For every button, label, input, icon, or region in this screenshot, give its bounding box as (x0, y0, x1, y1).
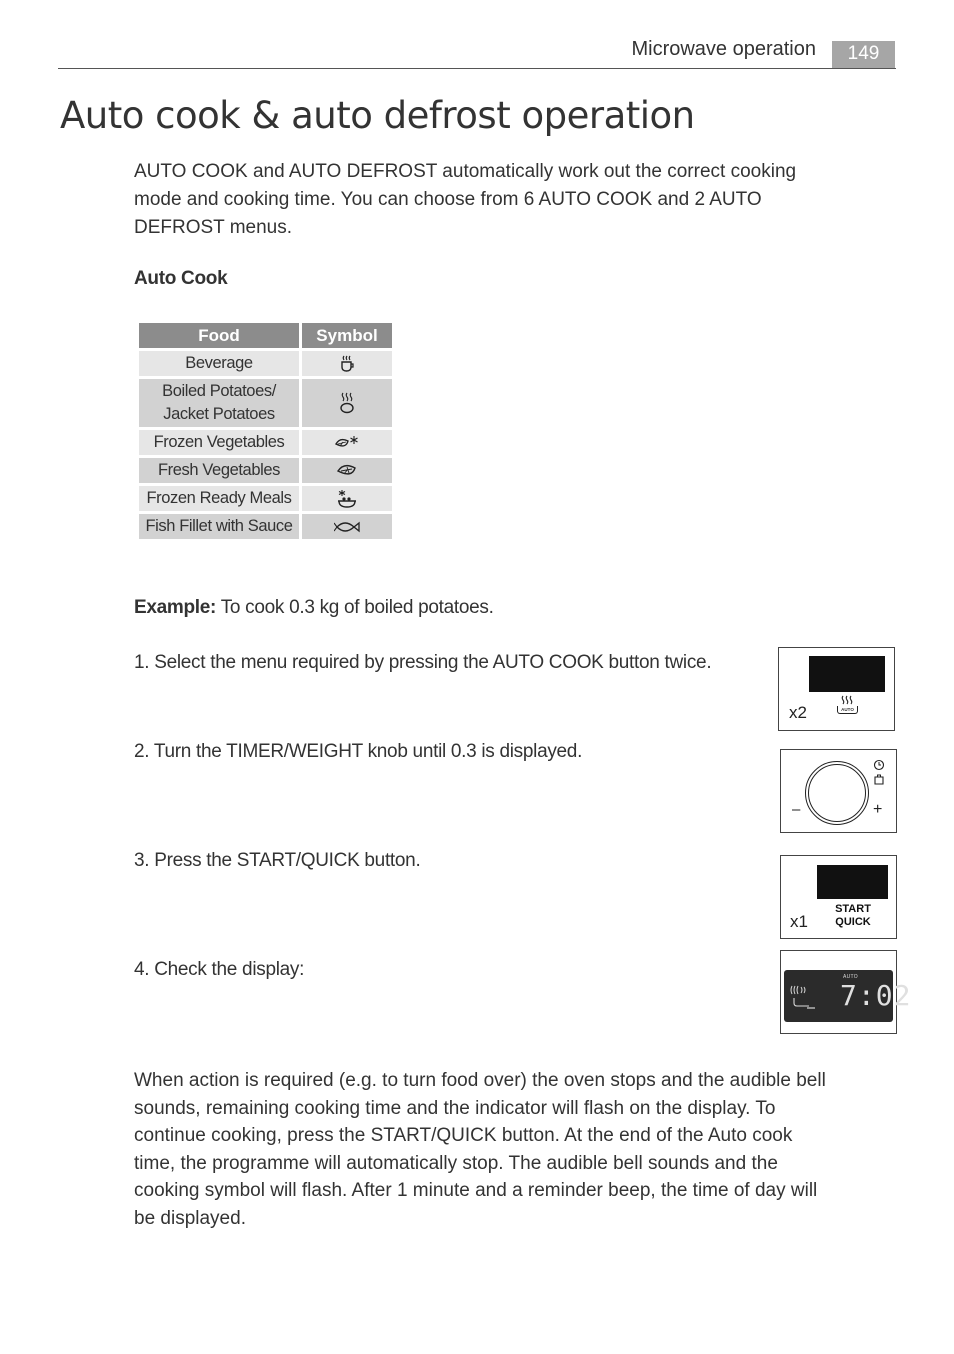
display-auto-indicator: AUTO (843, 974, 858, 980)
microwave-cooking-icon (789, 982, 819, 1012)
page-number: 149 (832, 41, 895, 68)
food-cell: Fresh Vegetables (139, 458, 299, 483)
header-section-title: Microwave operation (631, 38, 816, 60)
knob-inner-ring (808, 764, 866, 822)
example-line (134, 597, 494, 619)
page-title: Auto cook & auto defrost operation (60, 94, 695, 137)
table-row (139, 486, 392, 511)
symbol-cell (302, 514, 392, 539)
press-count: x1 (790, 912, 808, 931)
example-label: Example: (134, 597, 217, 618)
auto-cook-heading: Auto Cook (134, 268, 228, 289)
fresh-vegetables-icon (336, 462, 358, 480)
food-cell: Fish Fillet with Sauce (139, 514, 299, 539)
press-count: x2 (789, 703, 807, 722)
timer-weight-knob[interactable] (805, 761, 869, 825)
food-cell: Frozen Vegetables (139, 430, 299, 455)
start-quick-button[interactable] (831, 903, 875, 929)
food-cell: Beverage (139, 351, 299, 376)
quick-label: QUICK (835, 916, 871, 928)
intro-paragraph: AUTO COOK and AUTO DEFROST automatically work out the correct cooking mode and cooking time. You can choose from 6 AUTO COOK and 2 AUTO DEFROST menus. (134, 161, 797, 238)
closing-paragraph: When action is required (e.g. to turn food over) the oven stops and the audible bell sounds, remaining cooking time and the indicator will flash on the display. To continue cooking, press the START/QUICK button. At the end of the Auto cook time, the programme will automatically stop. The audible bell sounds and the cooking symbol will flash. After 1 minute and a reminder beep, the time of day will be displayed. (134, 1070, 826, 1229)
weight-icon (873, 773, 885, 785)
table-row (139, 379, 392, 427)
fish-icon (334, 520, 360, 534)
symbol-cell (302, 458, 392, 483)
frozen-vegetables-icon (334, 434, 360, 452)
auto-cook-table (136, 320, 395, 542)
auto-label: AUTO (837, 706, 858, 714)
display-time: 7:02 (840, 979, 912, 1012)
symbol-cell (302, 486, 392, 511)
header-divider (58, 68, 896, 69)
beverage-icon (338, 355, 356, 373)
symbol-cell (302, 351, 392, 376)
potato-icon (338, 392, 356, 414)
table-row (139, 458, 392, 483)
start-label: START (835, 903, 871, 915)
auto-cook-button[interactable] (836, 695, 858, 715)
step-3-text: 3. Press the START/QUICK button. (134, 850, 421, 871)
food-cell (139, 379, 299, 427)
example-text: To cook 0.3 kg of boiled potatoes. (216, 597, 494, 618)
table-row (139, 430, 392, 455)
step-4-text: 4. Check the display: (134, 959, 305, 980)
column-header-food: Food (139, 323, 299, 348)
food-cell: Frozen Ready Meals (139, 486, 299, 511)
step-1-text: 1. Select the menu required by pressing the AUTO COOK button twice. (134, 652, 712, 673)
panel-display (817, 865, 888, 899)
column-header-symbol: Symbol (302, 323, 392, 348)
step-2-text: 2. Turn the TIMER/WEIGHT knob until 0.3 is displayed. (134, 741, 583, 762)
oven-display-panel (780, 950, 912, 1034)
food-line-2: Jacket Potatoes (163, 405, 275, 423)
table-row (139, 351, 392, 376)
clock-icon (873, 759, 885, 771)
start-quick-button-panel (780, 855, 897, 939)
symbol-cell (302, 379, 392, 427)
knob-plus-label: + (873, 801, 883, 818)
table-row (139, 514, 392, 539)
panel-display (809, 656, 885, 692)
knob-minus-label: – (792, 801, 801, 818)
symbol-cell (302, 430, 392, 455)
oven-display-screen (784, 970, 912, 1022)
frozen-meal-icon (335, 489, 359, 509)
food-line-1: Boiled Potatoes/ (162, 382, 276, 400)
auto-cook-button-panel (778, 647, 895, 731)
timer-weight-knob-panel (780, 749, 897, 833)
